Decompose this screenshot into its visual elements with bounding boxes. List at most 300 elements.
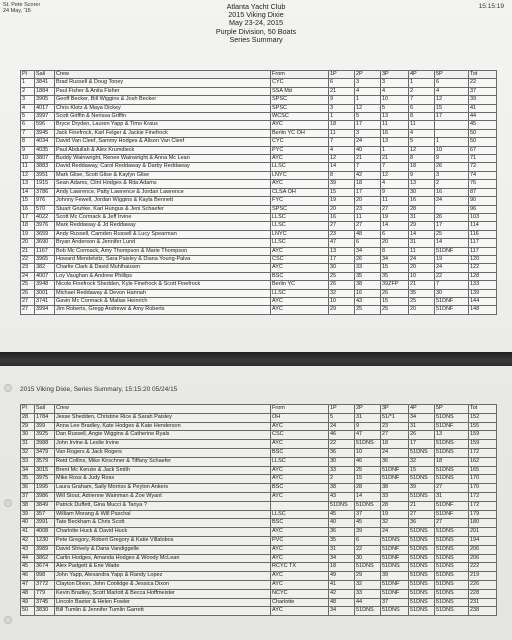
table-cell: Lincoln Baxter & Helen Fowler — [55, 598, 271, 607]
table-cell: 16 — [21, 205, 35, 213]
table-cell: Charlotte Huck & David Huck — [55, 528, 271, 537]
table-cell: 26 — [435, 163, 469, 171]
table-cell: 34 — [409, 413, 435, 422]
heading-division: Purple Division, 50 Boats — [215, 26, 297, 36]
table-cell: 36 — [409, 519, 435, 528]
table-cell: LLSC — [271, 222, 329, 230]
table-cell: 7 — [435, 281, 469, 289]
table-cell: Gavin Mc Cormack & Matias Heinrich — [55, 297, 271, 305]
table-cell: 51DNS — [435, 545, 469, 554]
table-cell: 3 — [355, 79, 381, 87]
column-header: 4P — [409, 405, 435, 414]
table-cell: 19 — [329, 197, 355, 205]
table-cell: 29 — [409, 222, 435, 230]
column-header: From — [271, 405, 329, 414]
table-row — [21, 536, 497, 545]
table-cell: 35 — [329, 536, 355, 545]
table-cell: 28 — [21, 413, 35, 422]
table-row — [21, 475, 497, 484]
table-cell: 15 — [409, 466, 435, 475]
column-header: Sail — [35, 405, 55, 414]
table-cell: PYC — [271, 146, 329, 154]
table-cell: 24 — [381, 528, 409, 537]
table-cell: 38 — [355, 281, 381, 289]
table-cell: 46 — [21, 572, 35, 581]
table-cell: Charlotte — [271, 598, 329, 607]
table-cell: 21 — [381, 155, 409, 163]
table-cell: Paul Fisher & Anita Fisher — [55, 87, 271, 95]
table-cell: 51DNS — [435, 563, 469, 572]
table-cell: 31 — [355, 413, 381, 422]
table-cell: 41 — [21, 528, 35, 537]
table-cell: 51DNF — [381, 580, 409, 589]
table-row — [21, 171, 497, 179]
table-cell: 7 — [355, 163, 381, 171]
table-cell: BSC — [271, 484, 329, 493]
table-row — [21, 528, 497, 537]
table-cell: 51DNS — [435, 448, 469, 457]
table-cell: AYC — [271, 121, 329, 129]
table-row — [21, 138, 497, 146]
table-cell: 15 — [329, 188, 355, 196]
table-cell: LLSC — [271, 289, 329, 297]
table-cell: 3905 — [35, 96, 55, 104]
column-header: From — [271, 71, 329, 79]
table-cell: Anna Lee Bradley, Kate Hodges & Kate Henderson — [55, 422, 271, 431]
table-cell: 14 — [435, 239, 469, 247]
table-cell: 596 — [35, 121, 55, 129]
table-row — [21, 79, 497, 87]
table-cell: 51DNS — [381, 607, 409, 616]
table-cell: 30 — [409, 188, 435, 196]
table-row — [21, 205, 497, 213]
table-row — [21, 554, 497, 563]
table-cell: 49 — [21, 598, 35, 607]
table-cell: AYC — [271, 580, 329, 589]
table-cell: 27 — [21, 306, 35, 314]
table-cell: 24 — [409, 255, 435, 263]
table-cell: 26 — [381, 289, 409, 297]
table-cell: 155 — [469, 422, 497, 431]
column-header: 1P — [329, 405, 355, 414]
table-cell: 46 — [329, 431, 355, 440]
table-cell: 19 — [21, 230, 35, 238]
table-cell: 6 — [355, 536, 381, 545]
table-cell: 51DNS — [435, 413, 469, 422]
table-row — [21, 272, 497, 280]
table-cell: 48 — [21, 589, 35, 598]
table-row — [21, 121, 497, 129]
table-cell: SSA Md — [271, 87, 329, 95]
table-cell: 34 — [329, 607, 355, 616]
table-row — [21, 239, 497, 247]
table-cell: 5 — [329, 413, 355, 422]
series-summary-table — [20, 70, 497, 315]
table-cell: 42 — [329, 589, 355, 598]
table-cell: 26 — [21, 289, 35, 297]
column-header: Tot — [469, 405, 497, 414]
table-cell: 51DNF — [435, 306, 469, 314]
table-cell: AYC — [271, 475, 329, 484]
table-cell: 51DNF — [381, 545, 409, 554]
table-cell: 51DNS — [381, 563, 409, 572]
table-row — [21, 104, 497, 112]
table-cell: AYC — [271, 180, 329, 188]
table-cell: 38 — [329, 484, 355, 493]
print-time: 15:15:19 — [478, 3, 504, 10]
table-row — [21, 431, 497, 440]
table-cell: Laura Graham, Sally Morriss & Peyton Ankers — [55, 484, 271, 493]
table-cell: 23 — [329, 230, 355, 238]
table-cell: 4022 — [35, 213, 55, 221]
table-cell: 30 — [329, 264, 355, 272]
table-cell: AYC — [271, 492, 329, 501]
table-cell: 27 — [355, 222, 381, 230]
table-cell: AYC — [271, 545, 329, 554]
table-cell: 3772 — [35, 580, 55, 589]
table-cell: 8 — [21, 138, 35, 146]
table-cell: 13 — [381, 138, 409, 146]
table-cell: 1 — [409, 79, 435, 87]
table-cell: 50 — [469, 129, 497, 137]
table-cell: Will Stout, Adrienne Wainman & Zoe Wyant — [55, 492, 271, 501]
table-cell: 25 — [21, 281, 35, 289]
table-cell: 1884 — [35, 87, 55, 95]
table-cell: 12 — [21, 171, 35, 179]
table-cell: 39 — [21, 510, 35, 519]
table-cell: Sean Adams, Clint Hodges & Rita Adams — [55, 180, 271, 188]
table-cell: Buddy Wainwright, Renee Wainwright & Anna Mc Lean — [55, 155, 271, 163]
table-cell: 12 — [329, 155, 355, 163]
table-cell: AYC — [271, 247, 329, 255]
column-header: 3P — [381, 71, 409, 79]
table-cell: 1167 — [35, 247, 55, 255]
table-cell: 13 — [435, 431, 469, 440]
scorer-date: 24 May, '15 — [3, 8, 31, 14]
table-cell: 40 — [21, 519, 35, 528]
table-cell: 23 — [355, 205, 381, 213]
table-cell: 22 — [329, 440, 355, 449]
table-cell: 399 — [35, 422, 55, 431]
table-cell: 9 — [355, 422, 381, 431]
table-cell: 120 — [469, 255, 497, 263]
table-cell: 7 — [21, 129, 35, 137]
table-cell: 144 — [469, 297, 497, 305]
table-cell: Geoff Becker, Bill Wiggins & Josh Becker — [55, 96, 271, 104]
table-cell: 179 — [469, 510, 497, 519]
table-cell: 27 — [409, 510, 435, 519]
table-cell: 159 — [469, 440, 497, 449]
table-cell: AYC — [271, 528, 329, 537]
table-cell: 8 — [409, 113, 435, 121]
table-cell: 15 — [381, 264, 409, 272]
table-row — [21, 598, 497, 607]
table-cell: NCYC — [271, 589, 329, 598]
table-cell: 35 — [355, 272, 381, 280]
table-cell: 3975 — [35, 475, 55, 484]
table-cell: 34 — [21, 466, 35, 475]
column-header: Sail — [35, 71, 55, 79]
table-cell: 51DNS — [381, 536, 409, 545]
table-cell: 3 — [21, 96, 35, 104]
table-cell: 1 — [21, 79, 35, 87]
binder-hole — [4, 384, 12, 392]
table-cell: 3745 — [35, 598, 55, 607]
table-cell: 27 — [381, 205, 409, 213]
table-cell: 201 — [469, 528, 497, 537]
table-cell: 12 — [355, 104, 381, 112]
table-cell — [435, 121, 469, 129]
table-cell: 18 — [329, 563, 355, 572]
table-cell: AYC — [271, 297, 329, 305]
table-cell: 72 — [469, 163, 497, 171]
column-header: Tot — [469, 71, 497, 79]
table-cell: 37 — [469, 87, 497, 95]
table-cell: 51DNF — [435, 501, 469, 510]
table-cell: 165 — [469, 466, 497, 475]
table-cell: 206 — [469, 554, 497, 563]
table-cell: 21 — [409, 281, 435, 289]
table-cell: 42 — [21, 536, 35, 545]
column-header: Pl — [21, 71, 35, 79]
table-cell: 37 — [355, 510, 381, 519]
table-cell: 8 — [329, 171, 355, 179]
table-cell: 43 — [355, 297, 381, 305]
table-cell: 32 — [21, 448, 35, 457]
table-cell: BSC — [271, 519, 329, 528]
table-cell: 31 — [21, 440, 35, 449]
table-cell: AYC — [271, 155, 329, 163]
table-cell: Mark Glise, Scott Glise & Kaylyn Glise — [55, 171, 271, 179]
table-cell: 16 — [381, 129, 409, 137]
table-cell: 10 — [329, 297, 355, 305]
table-cell: 6 — [381, 230, 409, 238]
table-cell: 1995 — [35, 484, 55, 493]
table-cell: 222 — [469, 563, 497, 572]
table-cell: 11 — [409, 247, 435, 255]
table-row — [21, 180, 497, 188]
table-cell: 13 — [329, 247, 355, 255]
table-cell: 20 — [329, 205, 355, 213]
table-cell: 3 — [355, 129, 381, 137]
results-page-2 — [0, 366, 512, 640]
table-row — [21, 306, 497, 314]
table-cell: 226 — [469, 580, 497, 589]
table-cell: LLSC — [271, 213, 329, 221]
table-header-row — [21, 405, 497, 414]
table-cell: 14 — [409, 230, 435, 238]
table-cell: 3883 — [35, 163, 55, 171]
table-cell: David Van Cleef, Sammy Hodges & Alison Van Cleef — [55, 138, 271, 146]
table-cell: 3690 — [35, 239, 55, 247]
series-summary-table-continued — [20, 404, 497, 616]
table-cell: 17 — [435, 222, 469, 230]
table-row — [21, 255, 497, 263]
table-cell: Scott Griffin & Nerissa Griffin — [55, 113, 271, 121]
table-row — [21, 519, 497, 528]
column-header: 2P — [355, 71, 381, 79]
table-cell: 51DNS — [435, 554, 469, 563]
table-cell: 18 — [409, 163, 435, 171]
page-header: 2015 Viking Dixie, Series Summary, 15:15:20 05/24/15 — [20, 386, 178, 393]
table-cell: Brent Mc Kenzie & Jack Smith — [55, 466, 271, 475]
table-cell: 26 — [435, 213, 469, 221]
table-cell: Mark Reddaway & Jd Reddaway — [55, 222, 271, 230]
table-cell: 43 — [21, 545, 35, 554]
table-cell: 17 — [21, 213, 35, 221]
table-cell: 71 — [469, 155, 497, 163]
table-cell: AYC — [271, 572, 329, 581]
table-cell: Kevin Bradley, Scott Marlott & Becca Hoffmeister — [55, 589, 271, 598]
table-cell: 10 — [409, 272, 435, 280]
table-cell: 45 — [469, 121, 497, 129]
table-row — [21, 188, 497, 196]
table-cell: 32 — [355, 580, 381, 589]
table-cell: Alex Padgett & Erie Wade — [55, 563, 271, 572]
table-cell: 180 — [469, 519, 497, 528]
table-cell: 15 — [381, 297, 409, 305]
table-cell: SPSC — [271, 104, 329, 112]
table-cell: 87 — [469, 188, 497, 196]
table-cell: BSC — [271, 272, 329, 280]
table-cell: 27 — [381, 431, 409, 440]
table-cell: LLSC — [271, 510, 329, 519]
table-cell: 51DNF — [381, 554, 409, 563]
table-cell: 139 — [469, 289, 497, 297]
table-cell: 37 — [381, 598, 409, 607]
table-cell: 27 — [329, 222, 355, 230]
table-row — [21, 501, 497, 510]
table-cell: 5 — [381, 104, 409, 112]
table-cell: 3948 — [35, 281, 55, 289]
table-cell: 10 — [381, 96, 409, 104]
table-row — [21, 466, 497, 475]
table-cell: CYC — [271, 138, 329, 146]
table-cell: 3986 — [35, 492, 55, 501]
table-cell: 51DNS — [409, 545, 435, 554]
table-cell: 3994 — [35, 306, 55, 314]
table-cell: 39 — [329, 180, 355, 188]
table-cell: 31 — [409, 422, 435, 431]
table-cell: 37 — [21, 492, 35, 501]
table-cell: 14 — [381, 222, 409, 230]
table-cell: Charlie Clark & David Muhlhausen — [55, 264, 271, 272]
table-cell: LNYC — [271, 230, 329, 238]
table-cell: 18 — [381, 440, 409, 449]
table-cell: 206 — [469, 545, 497, 554]
table-cell: 29 — [21, 422, 35, 431]
column-header: 3P — [381, 405, 409, 414]
table-row — [21, 222, 497, 230]
table-cell: 41 — [469, 104, 497, 112]
table-cell: 18 — [435, 457, 469, 466]
table-cell: 51DNF — [435, 422, 469, 431]
table-cell: 43 — [329, 492, 355, 501]
table-cell: 74 — [469, 171, 497, 179]
table-cell: 5 — [409, 138, 435, 146]
table-cell: 51DNS — [355, 501, 381, 510]
table-cell: 25 — [355, 306, 381, 314]
table-cell: CSC — [271, 255, 329, 263]
table-cell: David Reddaway, Carol Reddaway & Darby Reddaway — [55, 163, 271, 171]
page-divider — [0, 352, 512, 366]
table-cell: 15 — [435, 104, 469, 112]
table-cell: 4 — [381, 180, 409, 188]
table-cell: Bryan Anderson & Jennifer Lund — [55, 239, 271, 247]
scorer-name: St. Pete Scorer — [3, 2, 41, 8]
table-cell: AYC — [271, 306, 329, 314]
table-cell: Andy Lawrence, Patty Lawrence & Jordan Lawrence — [55, 188, 271, 196]
table-cell: Bill Tumlin & Jennifer Tumlin Garrett — [55, 607, 271, 616]
table-row — [21, 264, 497, 272]
table-cell: 25 — [435, 230, 469, 238]
table-cell: 3807 — [35, 155, 55, 163]
table-cell: 31 — [409, 239, 435, 247]
table-cell: 39 — [469, 96, 497, 104]
table-cell: AYC — [271, 440, 329, 449]
table-cell: 36 — [21, 484, 35, 493]
table-row — [21, 572, 497, 581]
table-cell: 12 — [409, 146, 435, 154]
table-cell: 12 — [435, 96, 469, 104]
table-cell: 12 — [381, 171, 409, 179]
table-cell: LNYC — [271, 171, 329, 179]
table-cell: 22 — [435, 272, 469, 280]
table-cell: CYC — [271, 79, 329, 87]
table-cell: 27 — [21, 297, 35, 305]
table-cell: 39 — [355, 528, 381, 537]
table-cell: 51DNS — [409, 580, 435, 589]
table-cell: 17 — [409, 440, 435, 449]
table-row — [21, 155, 497, 163]
table-row — [21, 281, 497, 289]
table-cell: 10 — [435, 146, 469, 154]
table-cell: 34 — [381, 255, 409, 263]
table-cell: 76 — [469, 180, 497, 188]
table-cell: 11 — [329, 129, 355, 137]
table-cell: 116 — [469, 230, 497, 238]
table-cell: 382 — [35, 264, 55, 272]
table-cell: Loy Vaughan & Andrew Phillips — [55, 272, 271, 280]
table-cell: 33 — [381, 492, 409, 501]
table-cell: Mike Ross & Judy Ross — [55, 475, 271, 484]
table-row — [21, 146, 497, 154]
table-cell: 16 — [329, 213, 355, 221]
table-row — [21, 589, 497, 598]
table-cell: 38 — [381, 484, 409, 493]
table-cell: 39 — [381, 572, 409, 581]
table-cell: 47 — [329, 239, 355, 247]
table-cell: 51DNF — [381, 466, 409, 475]
table-cell: 4 — [21, 104, 35, 112]
table-cell: Jesse Shedden, Christine Rice & Sarah Paisley — [55, 413, 271, 422]
table-cell: 17 — [355, 121, 381, 129]
table-cell — [435, 129, 469, 137]
table-cell: 35 — [21, 475, 35, 484]
table-cell: 51DNF — [435, 510, 469, 519]
table-cell: 3976 — [35, 222, 55, 230]
table-row — [21, 422, 497, 431]
table-cell: 159 — [469, 431, 497, 440]
table-cell: AYC — [271, 466, 329, 475]
table-row — [21, 213, 497, 221]
table-cell: 3001 — [35, 289, 55, 297]
table-cell: 51DNS — [435, 440, 469, 449]
table-cell: 4 — [435, 87, 469, 95]
table-row — [21, 297, 497, 305]
table-cell: 7 — [409, 96, 435, 104]
table-cell: 2 — [21, 87, 35, 95]
